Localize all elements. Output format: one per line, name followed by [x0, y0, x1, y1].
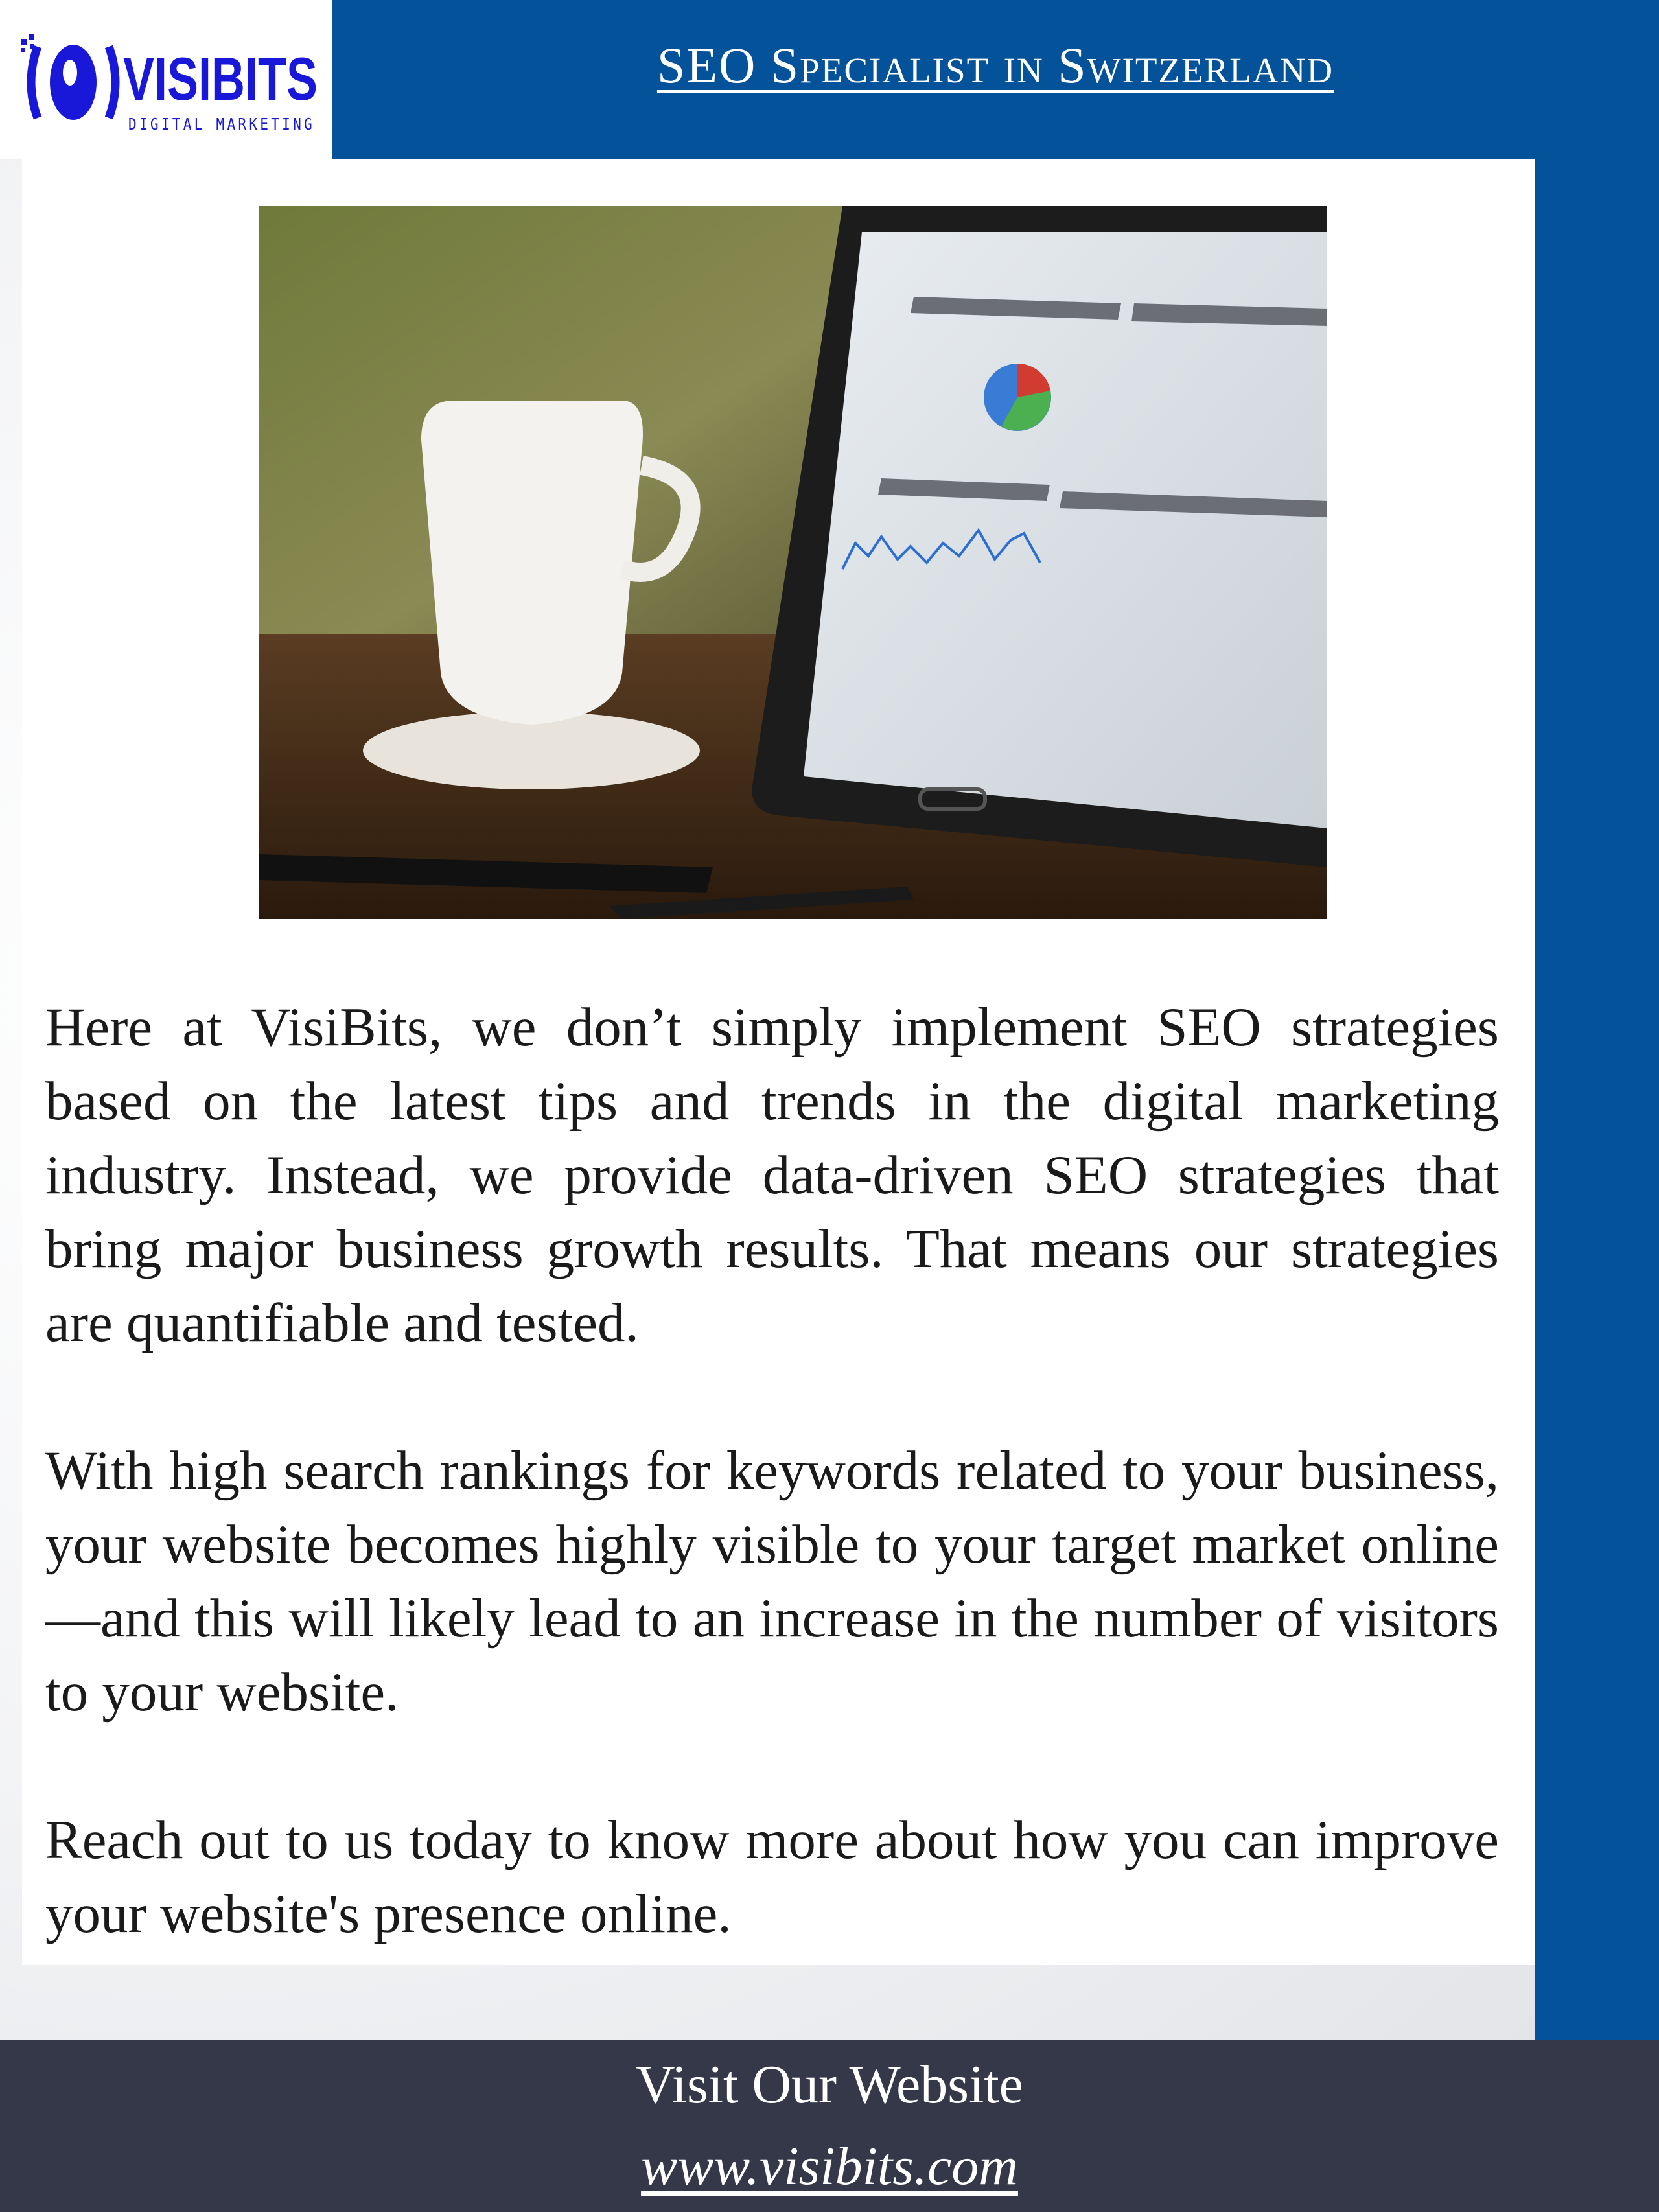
body-paragraph-cta: Reach out to us today to know more about how you can improve your website's presence online. [45, 1810, 1499, 1944]
side-accent-band [1535, 159, 1659, 2040]
page-title: SEO Specialist in Switzerland [656, 37, 1334, 93]
eye-wave-icon [21, 34, 115, 120]
footer [0, 2040, 1659, 2212]
logo-tagline: DIGITAL MARKETING [128, 115, 315, 134]
footer-label: Visit Our Website [636, 2055, 1023, 2115]
header-band [332, 0, 1659, 159]
laptop-analytics-photo [259, 206, 1327, 919]
logo-area [0, 0, 332, 159]
logo-brand: VISIBITS [123, 45, 318, 113]
website-link[interactable]: www.visibits.com [641, 2136, 1018, 2196]
body-paragraph-intro: Here at VisiBits, we don’t simply implement SEO strategies based on the latest tips and trends in the digital marketing industry. Instead, we provide data-driven SEO strategies that bring major business growth results. That means our strategies are quantifiable and tested. [45, 997, 1499, 1353]
visibits-logo [18, 27, 323, 137]
body-paragraph-rankings: With high search rankings for keywords related to your business, your website becomes highly visible to your target market online—and this will likely lead to an increase in the number of visitors to your website. [45, 1440, 1499, 1723]
